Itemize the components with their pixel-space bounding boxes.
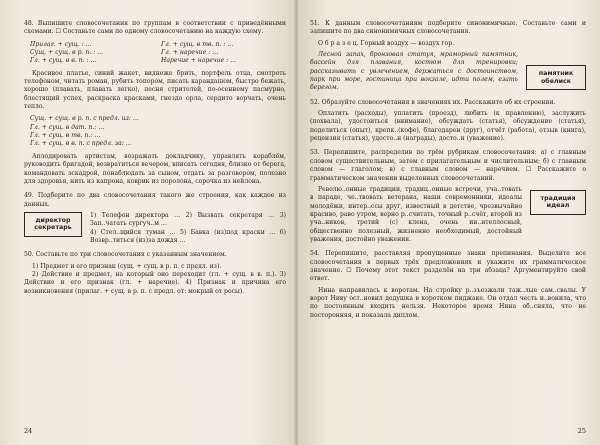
ex50-item: 1) Предмет и его признак (сущ. + сущ. в р. п. с предл. из). — [32, 262, 222, 270]
ex51-box: памятник обелиск — [526, 65, 586, 90]
schema-item: Гл. + сущ. в тв. п.: … — [30, 132, 101, 140]
ex48-body2: Аплодировать артистам, возражать докладчику, управлять кораблём, руководить бригадой, возвратиться вечером, вписать сегодня, близко от берега, командовать эскадрой, понаблюдать за сыном, отдать за разговором, полезно для здоровья, нить из капрона, коврик из поролона, сорочка из нейлона. — [24, 152, 286, 185]
schema-item: Гл. + сущ. в дат. п.: … — [30, 123, 105, 131]
left-page — [0, 0, 296, 445]
schema-item: Наречие + наречие : … — [161, 57, 237, 65]
ex49-intro: 49. Подберите по два словосочетания такого же строения, как каждое из данных. — [24, 192, 286, 208]
ex49-box: директор секретарь — [24, 212, 82, 237]
schema-item: Прилаг. + сущ. : … — [30, 40, 92, 48]
ex52-body: Оплатить (расходы), уплатить (проезд), любить (к правлению), заслужить (похвала), удостоиться (внимание), обсуждать (статья), обсуждение (статья), поделиться (опыт), крепк..(кофе), благодарен (друг), отчёт (работа), отзыв (книга), рецензия (статья), удосто..н (награды), досто..н (уважение). — [310, 110, 586, 143]
ex50-item: 2) Действие и предмет, на который оно переходит (гл. + сущ. в в. п.). 3) Действие и его признак (гл. + наречие). 4) Признак и причина его возникновения (прилаг. + сущ. в р. п. с предл. от: мокрый от росы). — [24, 270, 286, 295]
ex51-sample: О б р а з е ц. Горный воздух — воздух гор. — [318, 39, 455, 47]
schema-item: Гл. + сущ. в в. п. с предл. за: … — [30, 140, 132, 148]
ex49-items — [90, 212, 286, 245]
right-page — [298, 0, 600, 445]
ex48-intro: 48. Выпишите словосочетания по группам в соответствии с приведёнными схемами. ☐ Составьте сами по одному словосочетанию на каждую схему. — [24, 20, 286, 36]
ex53-box: традиция идеал — [530, 190, 586, 215]
ex48-schema — [24, 41, 286, 66]
ex53-intro: 53. Перепишите, распределив по трём рубрикам словосочетания: а) с главным словом существительным, затем с прилагательным и числительным; б) с главным словом — глаголом; в) с главным словом — наречием. ☐ Расскажите о грамматическом значении выделенных словосочетаний. — [310, 149, 586, 182]
ex52-intro: 52. Образуйте словосочетания в значениях их. Расскажите об их строении. — [310, 98, 556, 106]
ex51-intro: 51. К данным словосочетаниям подберите синонимичные. Составьте сами и запишите по два синонимичных словосочетания. — [310, 20, 586, 36]
ex54-intro: 54. Перепишите, расставляя пропущенные знаки препинания. Выделите все словосочетания в первых трёх предложениях и укажите их грамматическое значение. ☐ Почему этот текст разделён на три абзаца? Аргументируйте свой ответ. — [310, 250, 586, 283]
schema-item: Гл. + наречие : … — [161, 49, 219, 57]
schema-item: Сущ. + сущ. в р. п. с предл. из: … — [30, 115, 139, 123]
page-number-left: 24 — [24, 427, 33, 435]
page-number-right: 25 — [577, 427, 586, 435]
ex54-body: Нина направилась к воротам. На стройку р..зъезжали таж..лые сам..свалы. У ворот Ниву ост..новил дедушка в коротком пиджаке. Он отдал честь и..вонила, что по постоянным входить нельзя. Некоторое время Нина об..сняла, что не посторонняя, и показала диплом. — [310, 286, 586, 319]
ex48-schema2 — [24, 115, 286, 148]
ex51-row — [310, 51, 586, 93]
ex49-row — [24, 212, 286, 245]
schema-item: Гл. + сущ. в в. п. : … — [30, 57, 97, 65]
ex49-item: 4) Стел..щийся туман … 5) Бавка (из)под краски … 6) Возвр..титься (из)за дождя … — [90, 228, 286, 244]
ex49-item: 1) Телефон директора … 2) Вызвать секретаря … 3) Зап..чатать сургуч..м … — [90, 211, 286, 228]
schema-item: Сущ. + сущ. в р. п. : … — [30, 49, 104, 57]
ex53-row — [310, 186, 586, 244]
ex53-body: Револю..онные традиции, традиц..онные встречи, уча..товать в параде, че..твовать ветерана, наши современники, идеалы молодёжи, интер..ссы друг, известный в детстве, чрезвычайно красиво, раво утром, верно р..считать, точный р..счёт, второй из уча..ников, третий (с) клена, очень ин..нтеллосный, общественно полезный, жизненно необходимый, достойный уважения, достойно уважения. — [310, 185, 522, 243]
ex51-body: Лесной запах, бронзовая статуя, мраморный памятник, бассейн для плавания, костюм для тренировки; рассказывать с увлечением, держаться с достоинством, парк при море, гостиница при вокзале, идти полем, езать берегом. — [310, 51, 518, 92]
schema-item: Гл. + сущ. в тв. п. : … — [161, 40, 234, 48]
ex50-intro: 50. Составьте по три словосочетания с указанным значением. — [24, 251, 227, 259]
ex48-body: Красивое платье, синий жакет, виднеже брить, портфель отца, смотреть телефоном, читать роман, рубить топором, писать карандашом, быстро бежать, хорошо (плавать, плавать легко), песня стрителей, по-осеннему пасмурно, блестящий успех, раскраска красками, гнездо орла, сердито ворчать, очень тепло. — [24, 69, 286, 111]
